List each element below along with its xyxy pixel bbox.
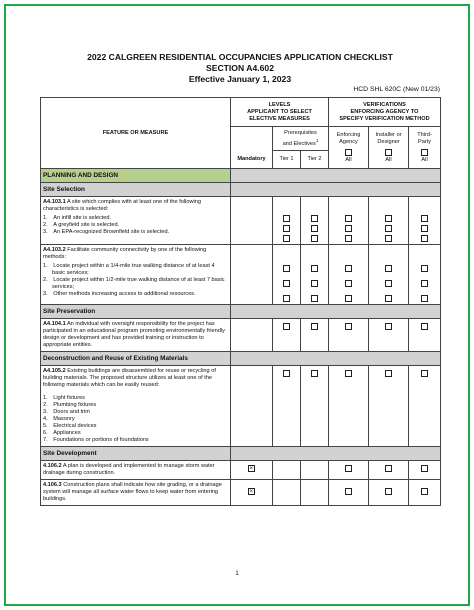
checkbox-tier1[interactable] [283, 235, 290, 242]
checklist-table [40, 97, 441, 506]
item-a4-105-2: A4.105.2 Existing buildings are disassembled for reuse or recycling of building materials. The proposed structure utilizes at least one of the following materials which can be easily reused: 1. Light fixtures 2. Plumbing fixtures 3. Doors and trim 4. Masonry 5. Electrical devices 6. Appliances 7. Foundations or portions of foundations [41, 366, 441, 447]
third-party-header: Third- Party All [409, 127, 441, 169]
checked-box-icon[interactable] [248, 488, 255, 495]
checkbox-installer[interactable] [385, 280, 392, 287]
section-site-development: Site Development [41, 447, 441, 461]
checkbox-tier1[interactable] [283, 370, 290, 377]
section-planning-design: PLANNING AND DESIGN [41, 169, 441, 183]
checkbox-all-enforcing[interactable] [345, 149, 352, 156]
checkbox-tier2[interactable] [311, 295, 318, 302]
enforcing-header: Enforcing Agency All [329, 127, 369, 169]
checked-box-icon[interactable] [248, 465, 255, 472]
form-id: HCD SHL 620C (New 01/23) [353, 86, 440, 93]
item-a4-103-2: A4.103.2 Facilitate community connectivity by one of the following methods: 1. Locate project within a 1/4-mile true walking distance of at least 4 basic services; 2. Locate project within 1/2-mile true walking distance of at least 7 basic services; 3. Other methods increasing access to additional resources. [41, 245, 441, 305]
checkbox-tier2[interactable] [311, 280, 318, 287]
checkbox-installer[interactable] [385, 215, 392, 222]
checkbox-enforcing[interactable] [345, 323, 352, 330]
section-site-selection: Site Selection [41, 183, 441, 197]
checkbox-tier1[interactable] [283, 265, 290, 272]
checkbox-third-party[interactable] [421, 370, 428, 377]
mandatory-header: Mandatory [231, 127, 273, 169]
checkbox-third-party[interactable] [421, 265, 428, 272]
checkbox-all-third-party[interactable] [421, 149, 428, 156]
checkbox-tier1[interactable] [283, 295, 290, 302]
checkbox-installer[interactable] [385, 235, 392, 242]
checkbox-enforcing[interactable] [345, 370, 352, 377]
checkbox-tier1[interactable] [283, 225, 290, 232]
checkbox-installer[interactable] [385, 295, 392, 302]
item-4-106-2: 4.106.2 A plan is developed and implemented to manage storm water drainage during construction. × [41, 461, 441, 480]
effective-date: Effective January 1, 2023 [188, 74, 292, 84]
checkbox-installer[interactable] [385, 488, 392, 495]
checkbox-enforcing[interactable] [345, 235, 352, 242]
checkbox-third-party[interactable] [421, 323, 428, 330]
item-a4-104-1: A4.104.1 An individual with oversight responsibility for the project has participated in an educational program promoting environmentally friendly design or development and has provided training or instruction to appropriate entities. [41, 319, 441, 352]
checkbox-enforcing[interactable] [345, 295, 352, 302]
item-4-106-3: 4.106.3 Construction plans shall indicate how site grading, or a drainage system will manage all surface water flows to keep water from entering buildings. × [41, 480, 441, 506]
checkbox-tier2[interactable] [311, 370, 318, 377]
installer-header: Installer or Designer All [369, 127, 409, 169]
feature-header: FEATURE OR MEASURE [41, 98, 231, 169]
checkbox-enforcing[interactable] [345, 265, 352, 272]
verifications-header: VERIFICATIONS ENFORCING AGENCY TO SPECIFY VERIFICATION METHOD [329, 98, 441, 127]
checkbox-installer[interactable] [385, 265, 392, 272]
checkbox-tier1[interactable] [283, 323, 290, 330]
checkbox-tier1[interactable] [283, 215, 290, 222]
checkbox-enforcing[interactable] [345, 225, 352, 232]
levels-header: LEVELS APPLICANT TO SELECT ELECTIVE MEASURES [231, 98, 329, 127]
prereq-header: Prerequisites and Electives$^1$ [273, 127, 329, 151]
checkbox-enforcing[interactable] [345, 280, 352, 287]
page-number: 1 [235, 571, 239, 577]
checkbox-third-party[interactable] [421, 488, 428, 495]
checkbox-third-party[interactable] [421, 280, 428, 287]
checkbox-third-party[interactable] [421, 295, 428, 302]
checkbox-tier1[interactable] [283, 280, 290, 287]
checkbox-enforcing[interactable] [345, 488, 352, 495]
checkbox-all-installer[interactable] [385, 149, 392, 156]
checkbox-installer[interactable] [385, 465, 392, 472]
checkbox-tier2[interactable] [311, 225, 318, 232]
tier1-header: Tier 1 [273, 151, 301, 169]
checkbox-third-party[interactable] [421, 225, 428, 232]
checklist-title: 2022 CALGREEN RESIDENTIAL OCCUPANCIES APPLICATION CHECKLIST [87, 52, 393, 62]
item-a4-103-1: A4.103.1 A site which complies with at least one of the following characteristics is selected: 1. An infill site is selected. 2. A greyfield site is selected. 3. An EPA-recognized Brownfield site is selected. [41, 197, 441, 245]
section-deconstruction: Deconstruction and Reuse of Existing Materials [41, 352, 441, 366]
checkbox-tier2[interactable] [311, 323, 318, 330]
document-header [40, 52, 440, 93]
checkbox-tier2[interactable] [311, 265, 318, 272]
checkbox-third-party[interactable] [421, 465, 428, 472]
section-title: SECTION A4.602 [206, 63, 274, 73]
checkbox-third-party[interactable] [421, 235, 428, 242]
checkbox-installer[interactable] [385, 225, 392, 232]
tier2-header: Tier 2 [301, 151, 329, 169]
checkbox-tier2[interactable] [311, 235, 318, 242]
checkbox-enforcing[interactable] [345, 215, 352, 222]
checkbox-enforcing[interactable] [345, 465, 352, 472]
checkbox-installer[interactable] [385, 323, 392, 330]
checkbox-tier2[interactable] [311, 215, 318, 222]
checkbox-third-party[interactable] [421, 215, 428, 222]
section-site-preservation: Site Preservation [41, 305, 441, 319]
checkbox-installer[interactable] [385, 370, 392, 377]
